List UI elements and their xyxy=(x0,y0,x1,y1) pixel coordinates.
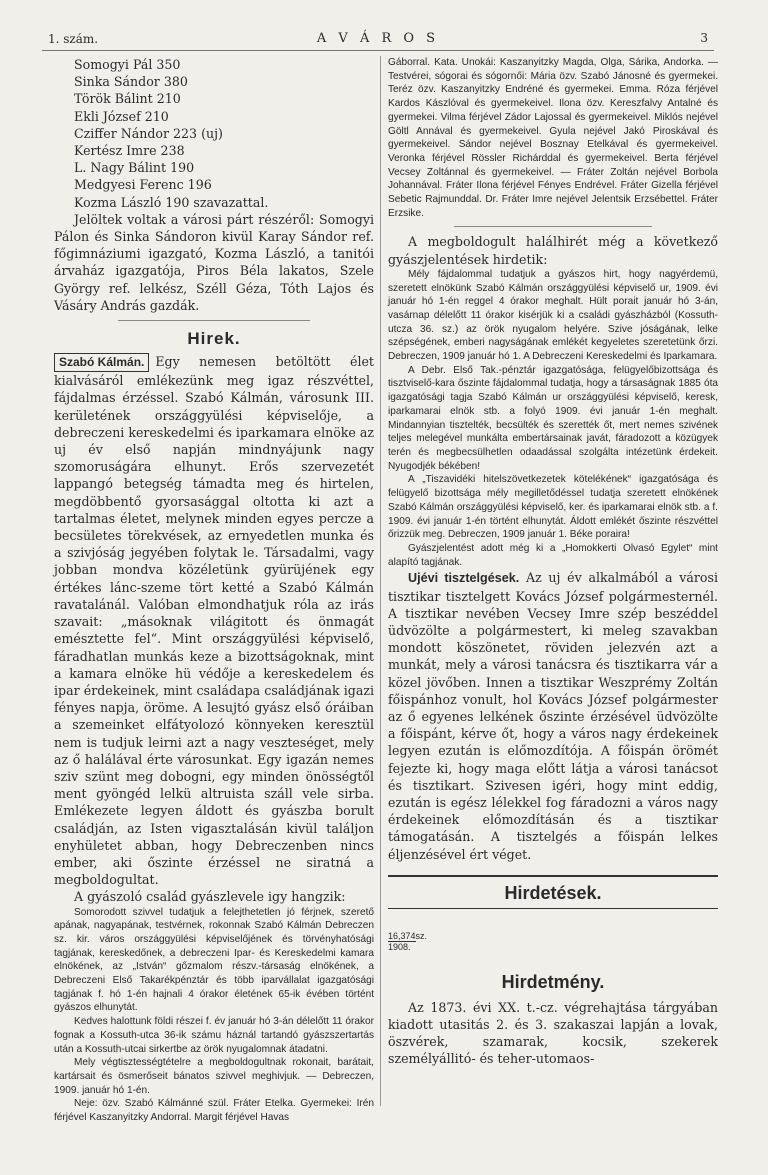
issue-number: 1. szám. xyxy=(48,32,99,46)
newspaper-title: A V Á R O S xyxy=(316,31,440,46)
new-year-text: Az uj év alkalmából a városi tisztikar tisztelgett Kovács József polgármesternél. A tisztikar nevében Vecsey Imre szép beszéddel üdvözölte a polgármestert, ki meleg szavakban mondott köszönetet, röviden jelezvén azt a munkát, mely a városi tanácsra és tisztikarra vár a közel jövőben. Innen a tisztikar Weszprémy Zoltán főispánhoz vonult, hol Kovács József polgármester az ő egyenes lelkének őszinte érzésével üdvözölte a főispánt, kérve őt, hogy a város nagy érdekeinek legyen ezután is előmozdítója. A főispán örömét fejezte ki, hogy maga előtt látja a városi tanácsot és tisztikart. Szivesen igéri, hogy mint eddig, ezután is egész lélekkel fog fáradozni a város nagy érdekeinek előmozdításán és a tisztikar támogatásán. A tisztelgés a főispán lelkes éljenzésével ért véget. xyxy=(388,570,718,862)
relatives-notice: Neje: özv. Szabó Kálmánné szül. Fráter Etelka. Gyermekei: Irén férjével Kaszanyitzky Andorral. Margit férjével Havas xyxy=(54,1098,374,1124)
vote-results-list xyxy=(54,56,374,211)
savings-bank-notice: A Debr. Első Tak.-pénztár igazgatósága, felügyelőbizottsága és tisztviselő-kara őszinte fájdalommal tudatja, hogy a társaságnak 1885 óta igazgatósági tagja Szabó Kálmán ur országgyülési képviselő, keresk, iparkamarai elnök stb. a folyó 1909. évi január 1-én meghalt. Mindannyian tisztelték, becsülték és szerették őt, mert nemes szivének teljes melegével munkálta embertársainak javát, fáradozott a közügyek terén és megbecsülhetlen odaadással szolgálta intézetünk érdekeit. Nyugodjék békében! xyxy=(388,364,718,472)
news-section-title: Hirek. xyxy=(187,329,241,349)
page-number: 3 xyxy=(700,31,708,45)
obituary-text: Egy nemesen betöltött élet kialvásáról emlékezünk meg igaz részvéttel, fájdalmas érzéssel. Szabó Kálmán, városunk III. kerületének országgyülési képviselője, a debreczeni kereskedelmi és iparkamara elnöke az uj év első napján mindnyájunk nagy szomoruságára elhunyt. Erős szervezetét lappangó betegség támadta meg és hirtelen, megdöbbentő gyorsasággal oltotta ki azt a tartalmas életet, melynek minden egyes percze a becsületes törekvések, az ernyedetlen munka és a szivjóság jegyében folytak le. Társadalmi, vagy jobban mondva közéletünk gyürüjének egy értékes lánc-szeme tört ketté a Szabó Kálmán ravatalánál. Valóban elmondhatjuk róla az irás szavait: „másoknak világitott és önmagát emésztette fel“. Mint országgyülési képviselő, fáradhatlan munkás keze a bizottságoknak, mint a kamara elnöke hü védője a kereskedelem és ipar érdekeinek, mint családapa családjának igazi fényes napja, öröme. A lesujtó gyász első óráiban a szemeinket elfátyolozó könnyeken keresztül nem is tudjuk leirni azt a nagy veszteséget, mely az ő halálával érte városunkat. Egy igazán nemes sziv szünt meg dobogni, egy minden önösségtől ment gyöngéd lelkü altruista száll vele sirba. Emlékezete legyen áldott és gyászba borult családján, az Isten vigasztalásán kivül találjon enyhületet abban, hogy Debreczenben nincs ember, aki őszinte érzéssel ne siratná a megboldogultat. xyxy=(54,354,375,888)
divider xyxy=(454,226,652,227)
column-divider xyxy=(380,56,381,1106)
obituary-paragraph xyxy=(54,353,374,888)
new-year-paragraph xyxy=(388,569,718,862)
new-year-label: Ujévi tisztelgések. xyxy=(408,571,520,586)
vote-result: Kertész Imre 238 xyxy=(74,143,185,159)
relatives-continued: Gáborral. Kata. Unokái: Kaszanyitzky Magda, Olga, Sárika, Andorka. — Testvérei, sógorai és sógornői: Mária özv. Szabó Jánosné és gyermekei. Teréz özv. Kaszanyitzky Endréné és gyermekei. Emma. Róza férjével Kardos Kászlóval és gyermekeivel. Ilona özv. Kereszfalvy Antalné és gyermekei. Vilma férjével Zádor Lajossal és gyermekeivel. Miklós nejével Göltl Annával és gyermekeivel. Gyula nejével Jakó Piroskával és gyermekeivel. Sándor nejével Bosznay Etelkával és gyermekeivel. Veronka férjével Rössler Richárddal és gyermekeivel. Berta férjével Vecsey Zoltánnal és gyermekeivel. — Fráter Zoltán nejével Borbola Johannával. Fráter Ilona férjével Fényes Endrével. Fráter Gizella férjével Sebetic Rajmunddal. Dr. Fráter Imre nejével Jelentsik Erzsébettel. Fráter Erzsike. xyxy=(388,57,718,219)
family-notice: Somorodott szivvel tudatjuk a felejthetetlen jó férjnek, szerető apának, nagyapának, testvérnek, rokonnak Szabó Kálmán Debreczen sz. kir. város országgyülési képviselőjének és törvényhatósági tagjának, kereskedőnek, a debreczeni Ipar- és Kereskedelmi kamara elnökének, az „István“ gőzmalom részv.-társaság elnökének, a Debreczeni Első Takarékpénztár és több iparvállalat igazgatósági tagjának f. hó 1-én hajnali 4 órakor életének 65-ik évében történt gyászos elhunytát. xyxy=(54,906,374,1014)
vote-result: Medgyesi Ferenc 196 xyxy=(74,177,212,193)
vote-result: Sinka Sándor 380 xyxy=(74,74,188,90)
vote-result: L. Nagy Bálint 190 xyxy=(74,160,195,176)
right-column xyxy=(388,56,718,1068)
funeral-notice: Kedves halottunk földi részei f. év január hó 3-án délelőtt 11 órakor fognak a Kossuth-utca 36-ik számu háznál tartandó gyászszertartás után a Kossuth-utcai sirkertbe az örök nyugalomnak átadatni. xyxy=(54,1016,374,1055)
reference-number: 16,374sz. 1908. xyxy=(388,930,428,952)
candidates-paragraph: Jelöltek voltak a városi párt részéről: Somogyi Pálon és Sinka Sándoron kivül Karay Sándor ref. főgimnáziumi igazgató, Kozma László, a tanitói árvaház igazgatója, Piros Béla lakatos, Szele György ref. lelkész, Széll Géza, Tóth Lajos és Vásáry András gazdák. xyxy=(54,211,374,313)
vote-result: Somogyi Pál 350 xyxy=(74,57,181,72)
chamber-notice: Mély fájdalommal tudatjuk a gyászos hirt, hogy nagyérdemü, szeretett elnökünk Szabó Kálmán országgyülési képviselő ur, 1909. évi január hó 1-én reggel 4 órakor meghalt. Hült porait január hó 3-án, vasárnap délelőtt 11 órakor kisérjük ki a családi gyászházból (Kossuth-utcza 36. sz.) az örök nyugalom helyére. Szive jóságának, lelke szépségének, emberi nagyságának emlékét kegyeletes szeretetünk őrzi. Debreczen, 1909 január hó 1. A Debreczeni Kereskedelmi és Iparkamara. xyxy=(388,268,718,363)
announcement-text: Az 1873. évi XX. t.-cz. végrehajtása tárgyában kiadott utasitás 2. és 3. szakaszai lapján a lovak, öszvérek, szamarak, kocsik, szekerek személyállitó- és teher-utomaos- xyxy=(388,999,718,1067)
vote-result: Ekli József 210 xyxy=(74,108,169,124)
vote-result: Cziffer Nándor 223 (uj) xyxy=(74,125,223,141)
credit-union-notice: A „Tiszavidéki hitelszövetkezetek kötelékének“ igazgatósága és felügyelő bizottsága mély megilletődéssel tudatja szeretett elnökének Szabó Kálmán országgyülési képviselő, ker. és iparkamarai elnök stb. a f. 1909. évi január 1-én történt elhunytát. Áldott emlékét őszinte részvéttel őrizzük meg. Debreczen, 1909 január 1. Béke poraira! xyxy=(388,474,718,541)
announcement-title: Hirdetmény. xyxy=(501,971,605,992)
vote-result: Török Bálint 210 xyxy=(74,91,181,107)
advertisements-title: Hirdetések. xyxy=(388,875,718,909)
obituary-label: Szabó Kálmán. xyxy=(54,353,149,372)
left-column xyxy=(54,56,374,1125)
notices-intro: A megboldogult halálhirét még a következő gyászjelentések hirdetik: xyxy=(388,234,718,267)
family-intro: A gyászoló család gyászlevele igy hangzik: xyxy=(74,889,346,905)
divider xyxy=(118,320,310,321)
reading-club-notice: Gyászjelentést adott még ki a „Homokkerti Olvasó Egylet“ mint alapító tagjának. xyxy=(388,542,718,568)
vote-result: Kozma László 190 szavazattal. xyxy=(74,194,269,210)
invitation-notice: Mely végtisztességtételre a megboldogultnak rokonait, barátait, kartársait és ösmerőseit bánatos szivvel meghivjuk. — Debreczen, 1909. január hó 1-én. xyxy=(54,1057,374,1096)
page-header xyxy=(42,28,714,51)
